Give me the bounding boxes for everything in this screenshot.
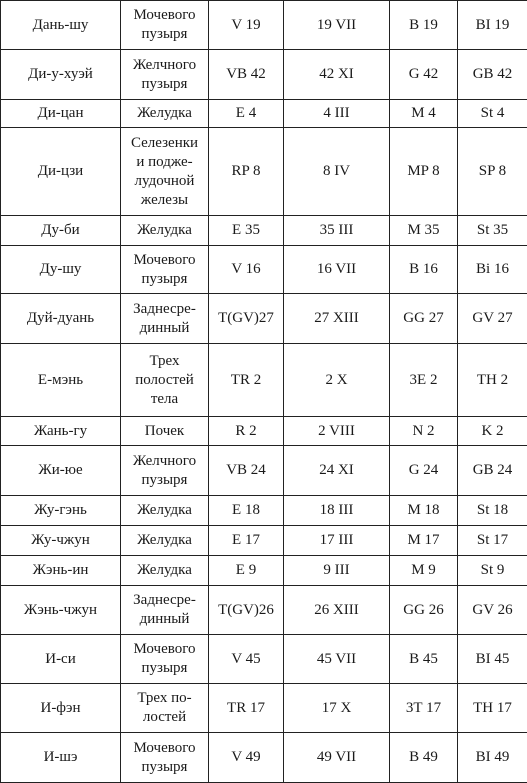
code-cell-3: GG 27 (390, 294, 458, 344)
code-cell-2: 49 VII (284, 733, 390, 783)
code-cell-1: E 17 (209, 526, 284, 556)
table-row (1, 496, 527, 526)
code-cell-3: M 9 (390, 556, 458, 586)
code-cell-1: R 2 (209, 417, 284, 446)
channel-cell: Желудка (121, 496, 209, 526)
code-cell-1: V 45 (209, 635, 284, 684)
code-cell-4: GB 24 (458, 446, 527, 496)
code-cell-2: 27 XIII (284, 294, 390, 344)
code-cell-3: B 16 (390, 246, 458, 294)
table-row (1, 1, 527, 50)
code-cell-4: BI 19 (458, 1, 527, 50)
table-row (1, 684, 527, 733)
channel-cell: Мочевого пузыря (121, 246, 209, 294)
table-row (1, 635, 527, 684)
code-cell-4: St 17 (458, 526, 527, 556)
point-name-cell: Жу-чжун (1, 526, 121, 556)
code-cell-4: St 18 (458, 496, 527, 526)
code-cell-3: B 49 (390, 733, 458, 783)
code-cell-3: N 2 (390, 417, 458, 446)
channel-cell: Желудка (121, 556, 209, 586)
code-cell-3: M 35 (390, 216, 458, 246)
point-name-cell: Жэнь-ин (1, 556, 121, 586)
channel-cell: Желчного пузыря (121, 446, 209, 496)
code-cell-4: GV 26 (458, 586, 527, 635)
channel-cell: Желудка (121, 100, 209, 128)
channel-cell: Трех по- лостей (121, 684, 209, 733)
code-cell-4: BI 49 (458, 733, 527, 783)
point-name-cell: Жэнь-чжун (1, 586, 121, 635)
code-cell-1: E 4 (209, 100, 284, 128)
table-row (1, 216, 527, 246)
code-cell-3: G 42 (390, 50, 458, 100)
point-name-cell: Ду-шу (1, 246, 121, 294)
code-cell-2: 2 VIII (284, 417, 390, 446)
point-name-cell: Ди-цзи (1, 128, 121, 216)
code-cell-3: B 19 (390, 1, 458, 50)
code-cell-4: GB 42 (458, 50, 527, 100)
code-cell-2: 2 X (284, 344, 390, 417)
code-cell-4: St 4 (458, 100, 527, 128)
table-row (1, 294, 527, 344)
code-cell-1: VB 24 (209, 446, 284, 496)
code-cell-3: G 24 (390, 446, 458, 496)
point-name-cell: И-си (1, 635, 121, 684)
channel-cell: Желчного пузыря (121, 50, 209, 100)
code-cell-3: M 17 (390, 526, 458, 556)
code-cell-1: V 49 (209, 733, 284, 783)
table-row (1, 128, 527, 216)
code-cell-2: 35 III (284, 216, 390, 246)
code-cell-3: 3E 2 (390, 344, 458, 417)
point-name-cell: Дань-шу (1, 1, 121, 50)
code-cell-1: T(GV)26 (209, 586, 284, 635)
point-name-cell: Ди-у-хуэй (1, 50, 121, 100)
code-cell-4: TH 17 (458, 684, 527, 733)
channel-cell: Заднесре- динный (121, 294, 209, 344)
code-cell-3: B 45 (390, 635, 458, 684)
code-cell-4: SP 8 (458, 128, 527, 216)
code-cell-3: M 18 (390, 496, 458, 526)
channel-cell: Желудка (121, 216, 209, 246)
code-cell-2: 16 VII (284, 246, 390, 294)
point-name-cell: Дуй-дуань (1, 294, 121, 344)
table-row (1, 446, 527, 496)
code-cell-2: 45 VII (284, 635, 390, 684)
point-name-cell: Е-мэнь (1, 344, 121, 417)
channel-cell: Заднесре- динный (121, 586, 209, 635)
table-row (1, 100, 527, 128)
code-cell-4: TH 2 (458, 344, 527, 417)
code-cell-2: 17 X (284, 684, 390, 733)
table-row (1, 344, 527, 417)
code-cell-2: 42 XI (284, 50, 390, 100)
code-cell-4: GV 27 (458, 294, 527, 344)
channel-cell: Трех полостей тела (121, 344, 209, 417)
point-name-cell: Жань-гу (1, 417, 121, 446)
channel-cell: Мочевого пузыря (121, 635, 209, 684)
code-cell-2: 24 XI (284, 446, 390, 496)
code-cell-1: V 16 (209, 246, 284, 294)
code-cell-3: GG 26 (390, 586, 458, 635)
code-cell-4: St 35 (458, 216, 527, 246)
code-cell-1: E 18 (209, 496, 284, 526)
table-body (1, 1, 527, 783)
channel-cell: Селезенки и подже- лудочной железы (121, 128, 209, 216)
point-name-cell: И-шэ (1, 733, 121, 783)
channel-cell: Почек (121, 417, 209, 446)
table-row (1, 417, 527, 446)
point-name-cell: Жи-юе (1, 446, 121, 496)
channel-cell: Мочевого пузыря (121, 1, 209, 50)
code-cell-4: BI 45 (458, 635, 527, 684)
channel-cell: Мочевого пузыря (121, 733, 209, 783)
code-cell-1: E 9 (209, 556, 284, 586)
point-name-cell: Ди-цан (1, 100, 121, 128)
code-cell-1: RP 8 (209, 128, 284, 216)
code-cell-1: V 19 (209, 1, 284, 50)
code-cell-1: TR 2 (209, 344, 284, 417)
point-name-cell: Жу-гэнь (1, 496, 121, 526)
code-cell-3: M 4 (390, 100, 458, 128)
code-cell-2: 9 III (284, 556, 390, 586)
code-cell-3: MP 8 (390, 128, 458, 216)
code-cell-4: K 2 (458, 417, 527, 446)
table-row (1, 526, 527, 556)
table-row (1, 733, 527, 783)
table-row (1, 586, 527, 635)
table-row (1, 556, 527, 586)
code-cell-1: T(GV)27 (209, 294, 284, 344)
code-cell-2: 17 III (284, 526, 390, 556)
code-cell-1: VB 42 (209, 50, 284, 100)
point-name-cell: И-фэн (1, 684, 121, 733)
code-cell-1: E 35 (209, 216, 284, 246)
table-row (1, 50, 527, 100)
code-cell-2: 18 III (284, 496, 390, 526)
point-name-cell: Ду-би (1, 216, 121, 246)
code-cell-2: 26 XIII (284, 586, 390, 635)
code-cell-1: TR 17 (209, 684, 284, 733)
channel-cell: Желудка (121, 526, 209, 556)
code-cell-2: 8 IV (284, 128, 390, 216)
code-cell-2: 19 VII (284, 1, 390, 50)
code-cell-3: 3T 17 (390, 684, 458, 733)
code-cell-4: Bi 16 (458, 246, 527, 294)
code-cell-2: 4 III (284, 100, 390, 128)
code-cell-4: St 9 (458, 556, 527, 586)
table-row (1, 246, 527, 294)
